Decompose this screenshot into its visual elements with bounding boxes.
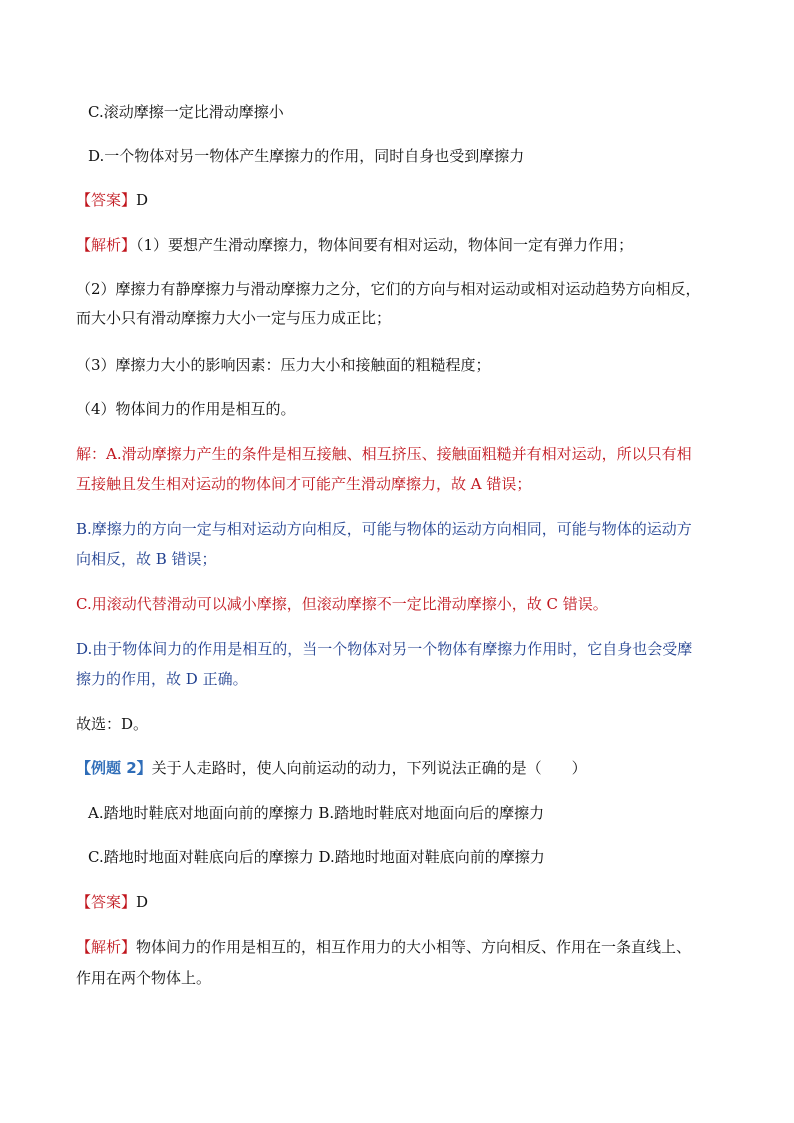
example-2-question: 【例题 2】关于人走路时，使人向前运动的动力，下列说法正确的是（ ）: [76, 759, 587, 777]
example-2-answer-tag: 【答案】: [76, 893, 137, 911]
analysis-line-3: （3）摩擦力大小的影响因素：压力大小和接触面的粗糙程度；: [76, 356, 491, 374]
solution-b-line-1: B.摩擦力的方向一定与相对运动方向相反，可能与物体的运动方向相同，可能与物体的运动方: [76, 520, 692, 538]
example-2-answer-line: [76, 886, 726, 919]
solution-d-line-1: D.由于物体间力的作用是相互的，当一个物体对另一个物体有摩擦力作用时，它自身也会受摩: [76, 640, 693, 658]
solution-c: C.用滚动代替滑动可以减小摩擦，但滚动摩擦不一定比滑动摩擦小，故 C 错误。: [76, 595, 608, 613]
example-2-analysis-tag: 【解析】: [76, 938, 137, 956]
example-2-tag: 【例题 2】: [76, 759, 152, 777]
solution-a-line-1: 解：A.滑动摩擦力产生的条件是相互接触、相互挤压、接触面粗糙并有相对运动，所以只有相: [76, 445, 692, 463]
solution-a-line-2: 互接触且发生相对运动的物体间才可能产生滑动摩擦力，故 A 错误；: [76, 475, 532, 493]
answer-tag: 【答案】: [76, 191, 137, 209]
analysis-line-2-cont: 而大小只有滑动摩擦力大小一定与压力成正比；: [76, 309, 392, 327]
analysis-tag: 【解析】: [76, 236, 137, 254]
solution-d-line-2: 擦力的作用，故 D 正确。: [76, 670, 248, 688]
answer-line: [76, 184, 726, 217]
example-2-answer-value: D: [136, 893, 149, 911]
example-2-options-cd: C.踏地时地面对鞋底向后的摩擦力 D.踏地时地面对鞋底向前的摩擦力: [88, 848, 545, 866]
example-2-analysis-line-2: 作用在两个物体上。: [76, 969, 212, 987]
analysis-line-1: 【解析】（1）要想产生滑动摩擦力，物体间要有相对运动，物体间一定有弹力作用；: [76, 236, 634, 254]
option-d: D.一个物体对另一物体产生摩擦力的作用，同时自身也受到摩擦力: [88, 147, 525, 165]
answer-value: D: [136, 191, 149, 209]
solution-b-line-2: 向相反，故 B 错误；: [76, 550, 217, 568]
option-c: C.滚动摩擦一定比滑动摩擦小: [88, 103, 284, 121]
analysis-line-2: （2）摩擦力有静摩擦力与滑动摩擦力之分，它们的方向与相对运动或相对运动趋势方向相反，: [76, 280, 701, 298]
example-2-options-ab: A.踏地时鞋底对地面向前的摩擦力 B.踏地时鞋底对地面向后的摩擦力: [88, 804, 545, 822]
analysis-line-4: （4）物体间力的作用是相互的。: [76, 400, 296, 418]
conclusion: 故选：D。: [76, 715, 149, 733]
example-2-analysis-line-1: 【解析】物体间力的作用是相互的，相互作用力的大小相等、方向相反、作用在一条直线上、: [76, 938, 692, 956]
